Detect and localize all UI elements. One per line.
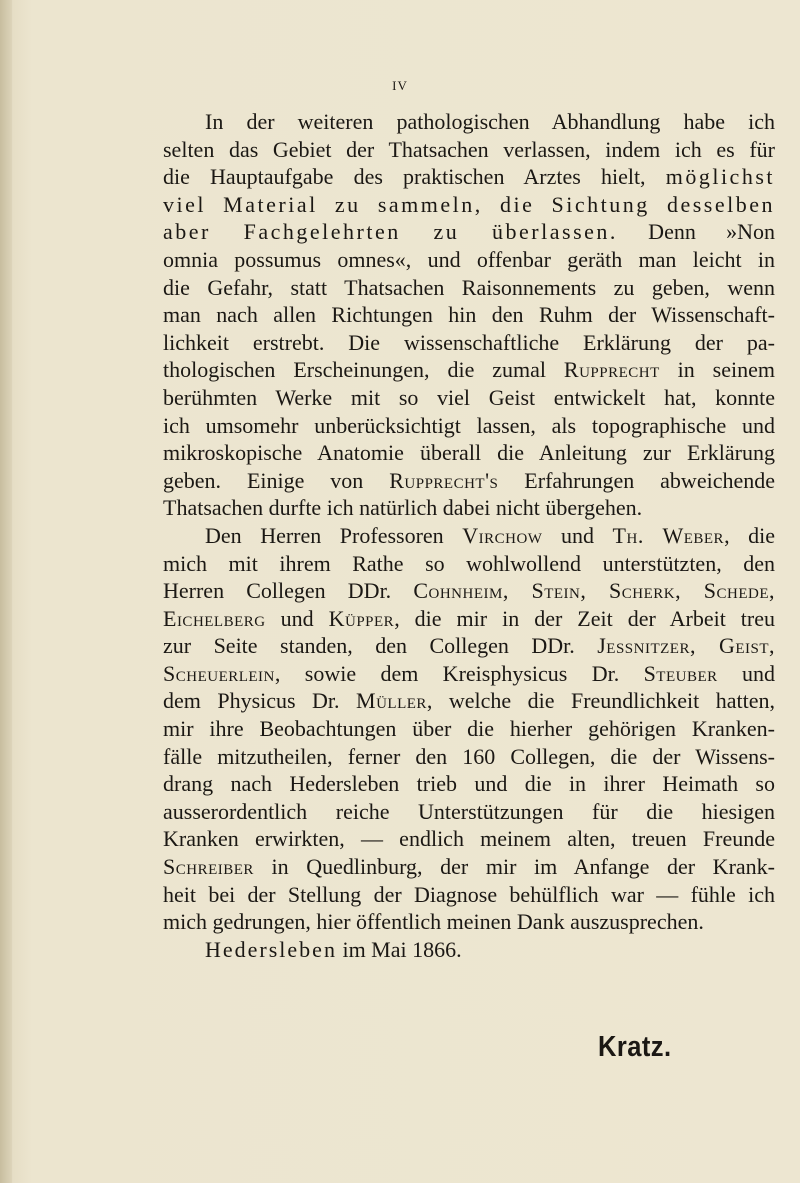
text-line: mich gedrungen, hier öffentlich meinen Dank auszusprechen. [163, 909, 704, 935]
text-line: zur Seite standen, den Collegen DDr. Jessnitzer, Geist, [163, 633, 775, 659]
person-name: Virchow [462, 522, 543, 548]
text-line: Den Herren Professoren Virchow und Th. Weber, die [205, 522, 775, 548]
person-name: Th. Weber [612, 522, 725, 548]
binding-edge [0, 0, 12, 1183]
text-line: Thatsachen durfte ich natürlich dabei nicht übergehen. [163, 495, 643, 521]
person-name: Scheuerlein [163, 660, 275, 686]
person-name: Rupprecht's [389, 467, 499, 493]
person-name: Müller [356, 688, 427, 714]
page-number: IV [392, 78, 408, 93]
text-line: aber Fachgelehrten zu überlassen. Denn »Non [163, 219, 775, 245]
text-line: mich mit ihrem Rathe so wohlwollend unterstützten, den [163, 550, 775, 576]
text-line: mikroskopische Anatomie überall die Anleitung zur Erklärung [163, 440, 775, 466]
text-line: thologischen Erscheinungen, die zumal Rupprecht in seinem [163, 357, 775, 383]
person-name: Cohnheim, Stein, Scherk, Schede, [413, 578, 775, 604]
emphasis-text: möglichst [665, 164, 775, 190]
text-line: Herren Collegen DDr. Cohnheim, Stein, Scherk, Schede, [163, 578, 775, 604]
text-line: man nach allen Richtungen hin den Ruhm der Wissenschaft- [163, 302, 775, 328]
text-line: heit bei der Stellung der Diagnose behülflich war — fühle ich [163, 881, 775, 907]
person-name: Jessnitzer, Geist, [597, 633, 775, 659]
text-line: Schreiber in Quedlinburg, der mir im Anfange der Krank- [163, 854, 775, 880]
text-line: Kranken erwirkten, — endlich meinem alten, treuen Freunde [163, 826, 775, 852]
person-name: Schreiber [163, 854, 254, 880]
emphasis-text: viel Material zu sammeln, die Sichtung desselben [163, 191, 775, 217]
text-line: In der weiteren pathologischen Abhandlung habe ich [205, 109, 775, 134]
text-line: fälle mitzutheilen, ferner den 160 Collegen, die der Wissens- [163, 743, 775, 769]
text-line: Eichelberg und Küpper, die mir in der Zeit der Arbeit treu [163, 605, 776, 631]
text-line: ich umsomehr unberücksichtigt lassen, als topographische und [163, 412, 775, 438]
text-line: ausserordentlich reiche Unterstützungen für die hiesigen [163, 798, 775, 824]
person-name: Rupprecht [563, 357, 660, 383]
text-line: geben. Einige von Rupprecht's Erfahrungen abweichende [163, 467, 775, 493]
place-name: Hedersleben [205, 936, 337, 962]
text-line: die Gefahr, statt Thatsachen Raisonnements zu geben, wenn [163, 274, 775, 300]
person-name: Küpper [328, 605, 395, 631]
emphasis-text: aber Fachgelehrten zu überlassen. [163, 219, 618, 245]
text-line: mir ihre Beobachtungen über die hierher gehörigen Kranken- [163, 716, 775, 742]
person-name: Steuber [643, 660, 718, 686]
text-line: omnia possumus omnes«, und offenbar geräth man leicht in [163, 246, 775, 272]
text-line: die Hauptaufgabe des praktischen Arztes hielt, möglichst [163, 164, 775, 190]
text-line: selten das Gebiet der Thatsachen verlassen, indem ich es für [163, 136, 775, 162]
text-line: dem Physicus Dr. Müller, welche die Freundlichkeit hatten, [163, 688, 775, 714]
text-line: drang nach Hedersleben trieb und die in ihrer Heimath so [163, 771, 775, 797]
text-line: Scheuerlein, sowie dem Kreisphysicus Dr. Steuber und [163, 660, 776, 686]
date-text: im Mai 1866. [336, 936, 462, 962]
person-name: Eichelberg [163, 605, 266, 631]
text-line: berühmten Werke mit so viel Geist entwickelt hat, konnte [163, 384, 775, 410]
place-date-line [163, 936, 775, 964]
text-line [163, 191, 775, 219]
author-signature: Kratz. [598, 1031, 672, 1063]
preface-text [163, 108, 775, 963]
text-line: lichkeit erstrebt. Die wissenschaftliche Erklärung der pa- [163, 329, 775, 355]
